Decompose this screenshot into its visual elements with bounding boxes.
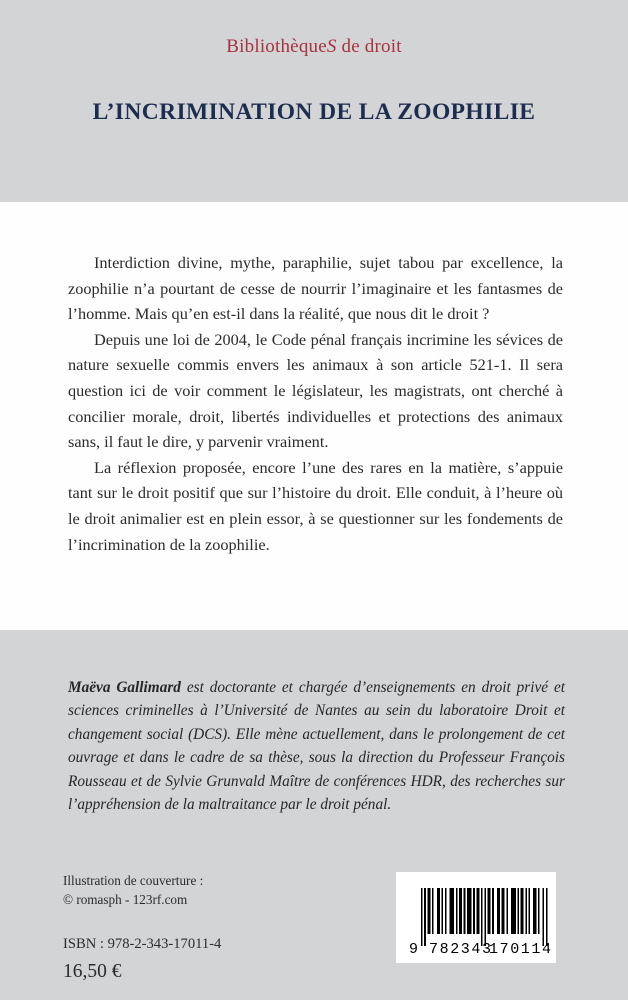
blurb-paragraph: Interdiction divine, mythe, paraphilie, sujet tabou par excellence, la zoophilie n’a pourtant de cesse de nourrir l’imaginaire et les fantasmes de l’homme. Mais qu’en est-il dans la réalité, que nous dit le droit ? bbox=[68, 253, 563, 324]
barcode-graphic bbox=[396, 872, 556, 963]
blurb-panel bbox=[0, 202, 628, 630]
page-title: L’INCRIMINATION DE LA ZOOPHILIE bbox=[92, 99, 536, 125]
barcode-digit-left: 9 bbox=[409, 941, 419, 958]
colophon bbox=[63, 872, 363, 984]
author-bio-text: est doctorante et chargée d’enseignements en droit privé et sciences criminelles à l’Université de Nantes au sein du laboratoire Droit et changement social (DCS). Elle mène actuellement, dans le prolongement de cet ouvrage et dans le cadre de sa thèse, sous la direction du Professeur François Rousseau et de Sylvie Grunvald Maître de conférences HDR, des recherches sur l’appréhension de la maltraitance par le droit pénal. bbox=[68, 679, 565, 814]
cover-credit-source: © romasph - 123rf.com bbox=[63, 891, 188, 907]
author-bio bbox=[68, 676, 565, 816]
series-title bbox=[0, 36, 628, 58]
cover-header-band bbox=[0, 0, 628, 202]
blurb-text bbox=[68, 250, 563, 557]
barcode-digits-right: 170114 bbox=[489, 941, 553, 958]
series-title-tail: de droit bbox=[336, 36, 402, 57]
price-text: 16,50 € bbox=[63, 961, 122, 982]
series-title-main: Bibliothèque bbox=[226, 36, 327, 57]
series-title-s: S bbox=[326, 36, 337, 57]
author-name: Maëva Gallimard bbox=[68, 679, 181, 696]
cover-credit-label: Illustration de couverture : bbox=[63, 873, 204, 888]
barcode bbox=[396, 872, 556, 963]
barcode-digits-mid: 782343 bbox=[429, 941, 493, 958]
blurb-paragraph: Depuis une loi de 2004, le Code pénal français incrimine les sévices de nature sexuelle commis envers les animaux à son article 521-1. Il sera question ici de voir comment le législateur, les magistrats, ont cherché à concilier morale, droit, libertés individuelles et protections des animaux sans, il faut le dire, y parvenir vraiment. bbox=[68, 329, 563, 452]
isbn-text: ISBN : 978-2-343-17011-4 bbox=[63, 936, 222, 952]
blurb-paragraph: La réflexion proposée, encore l’une des rares en la matière, s’appuie tant sur le droit positif que sur l’histoire du droit. Elle conduit, à l’heure où le droit animalier est en plein essor, à se questionner sur les fondements de l’incrimination de la zoophilie. bbox=[68, 457, 563, 554]
